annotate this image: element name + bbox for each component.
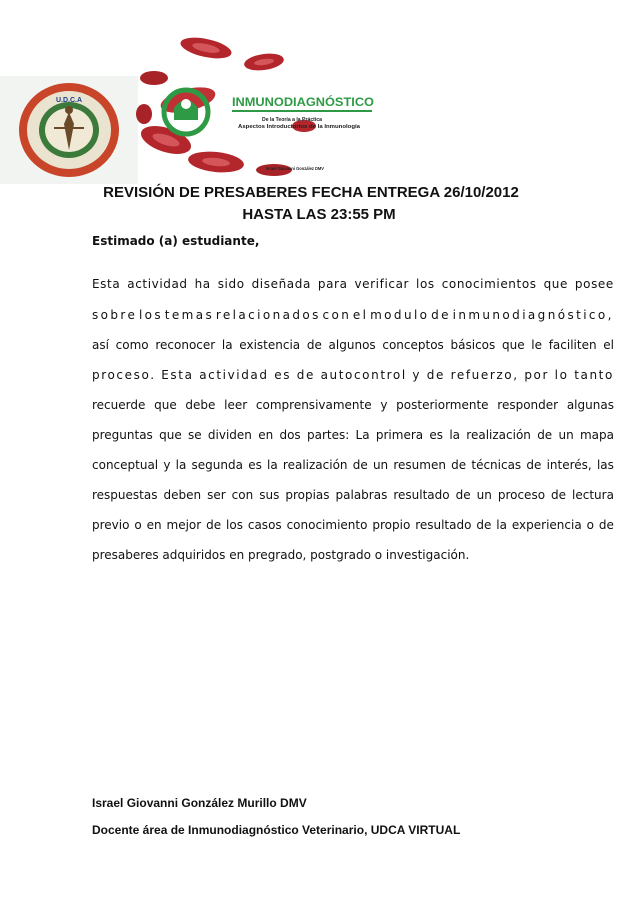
course-logo-banner bbox=[136, 30, 376, 180]
body-line: proceso. Esta actividad es de autocontrol y de refuerzo, por lo tanto bbox=[92, 368, 614, 382]
body-line: preguntas que se dividen en dos partes: La primera es la realización de un mapa bbox=[92, 428, 614, 442]
body-line: respuestas deben ser con sus propias palabras resultado de un proceso de lectura bbox=[92, 488, 614, 502]
body-line: presaberes adquiridos en pregrado, postgrado o investigación. bbox=[92, 548, 470, 562]
university-seal-area bbox=[0, 76, 138, 184]
logo-subtitle-1: De la Teoría a la Práctica bbox=[262, 117, 323, 123]
body-line: recuerde que debe leer comprensivamente y posteriormente responder algunas bbox=[92, 398, 614, 412]
university-seal-icon bbox=[16, 80, 122, 180]
body-line: sobre los temas relacionados con el modulo de inmunodiagnóstico, bbox=[92, 308, 614, 322]
body-line: previo o en mejor de los casos conocimiento propio resultado de la experiencia o de bbox=[92, 518, 614, 532]
logo-subtitle-2: Aspectos Introductorios de la Inmunología bbox=[238, 124, 362, 130]
logo-title: INMUNODIAGNÓSTICO bbox=[232, 95, 366, 109]
svg-text:U.D.C.A: U.D.C.A bbox=[55, 97, 83, 104]
body-line: así como reconocer la existencia de algunos conceptos básicos que le faciliten el bbox=[92, 338, 614, 352]
document-title-line-1: REVISIÓN DE PRESABERES FECHA ENTREGA 26/10/2012 bbox=[103, 184, 519, 201]
greeting: Estimado (a) estudiante, bbox=[92, 234, 260, 248]
signature-name: Israel Giovanni González Murillo DMV bbox=[92, 796, 307, 810]
signature-role: Docente área de Inmunodiagnóstico Veterinario, UDCA VIRTUAL bbox=[92, 823, 461, 837]
logo-author: Israel Giovanni González DMV bbox=[266, 166, 324, 171]
document-title-line-2: HASTA LAS 23:55 PM bbox=[242, 206, 396, 223]
body-line: Esta actividad ha sido diseñada para verificar los conocimientos que posee bbox=[92, 277, 614, 291]
body-line: conceptual y la segunda es la realización de un resumen de técnicas de interés, las bbox=[92, 458, 614, 472]
